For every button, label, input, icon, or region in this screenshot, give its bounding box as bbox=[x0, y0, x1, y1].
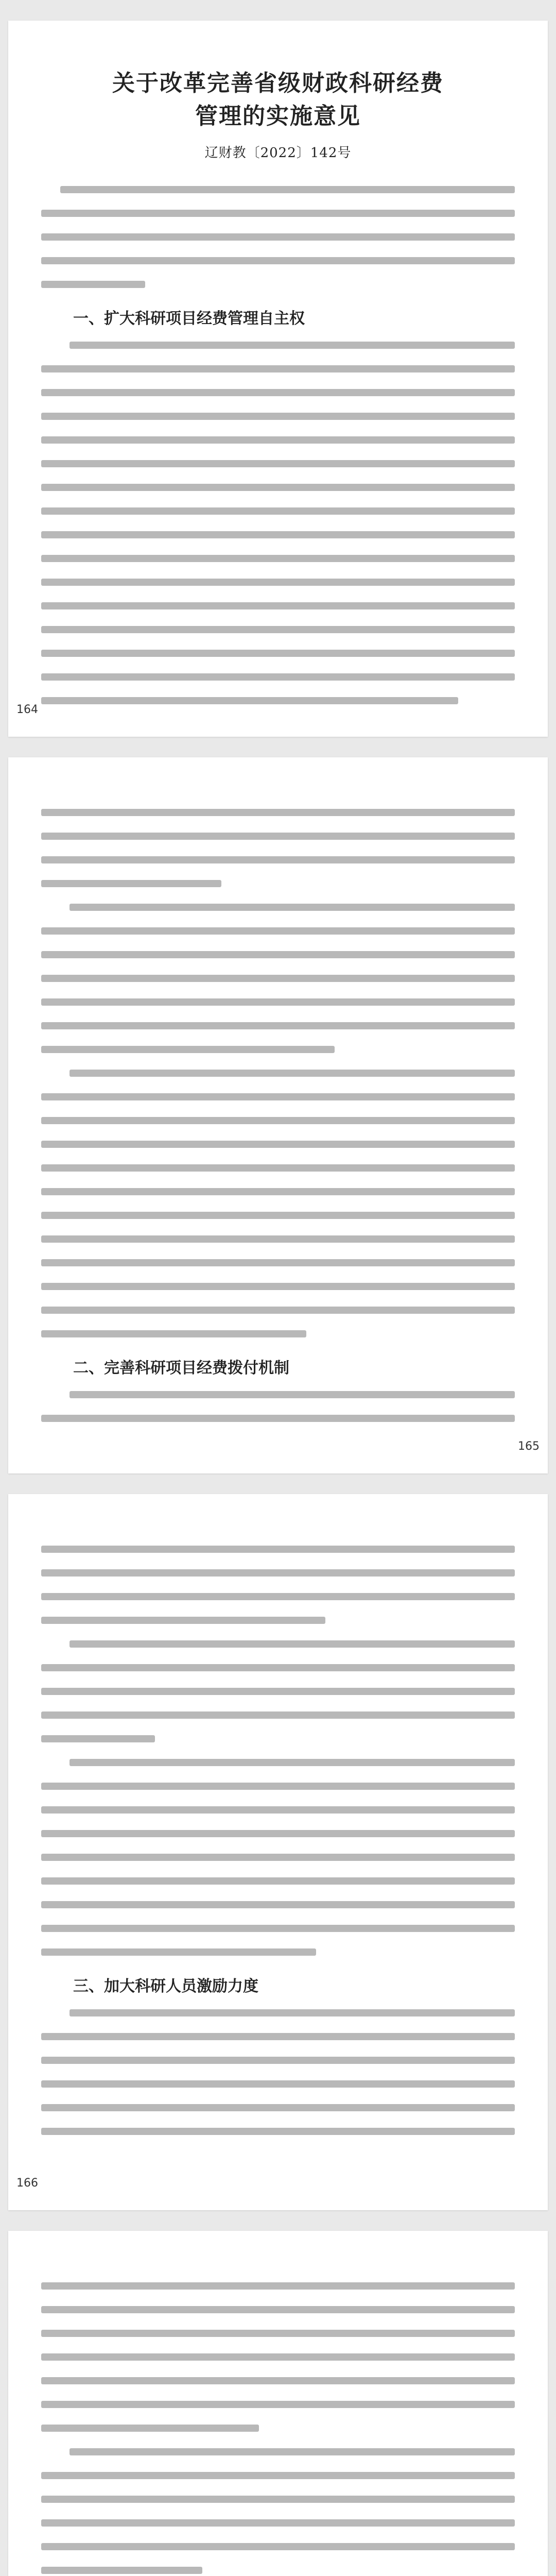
document-title-line-2: 管理的实施意见 bbox=[195, 103, 361, 129]
paragraph bbox=[41, 1640, 515, 1742]
paragraph bbox=[41, 2448, 515, 2574]
page-card bbox=[8, 757, 548, 1473]
paragraph bbox=[41, 1546, 515, 1624]
page-number: 166 bbox=[16, 2177, 38, 2190]
paragraph bbox=[41, 2009, 515, 2135]
paragraph bbox=[41, 1070, 515, 1337]
paragraph bbox=[41, 186, 515, 288]
paragraph bbox=[41, 342, 515, 704]
document-title-line-1: 关于改革完善省级财政科研经费 bbox=[112, 70, 444, 96]
paragraph bbox=[41, 2282, 515, 2432]
page-card bbox=[8, 1494, 548, 2210]
paragraph bbox=[41, 1391, 515, 1422]
page-card bbox=[8, 21, 548, 737]
paragraph bbox=[41, 904, 515, 1053]
page-card bbox=[8, 2231, 548, 2576]
section-heading: 三、加大科研人员激励力度 bbox=[73, 1977, 258, 1995]
document-number: 辽财教〔2022〕142号 bbox=[204, 145, 352, 161]
section-heading: 二、完善科研项目经费拨付机制 bbox=[73, 1359, 289, 1377]
paragraph bbox=[41, 809, 515, 887]
section-heading: 一、扩大科研项目经费管理自主权 bbox=[73, 310, 305, 328]
page-number: 164 bbox=[16, 703, 38, 716]
paragraph bbox=[41, 1759, 515, 1956]
page-number: 165 bbox=[518, 1440, 540, 1453]
